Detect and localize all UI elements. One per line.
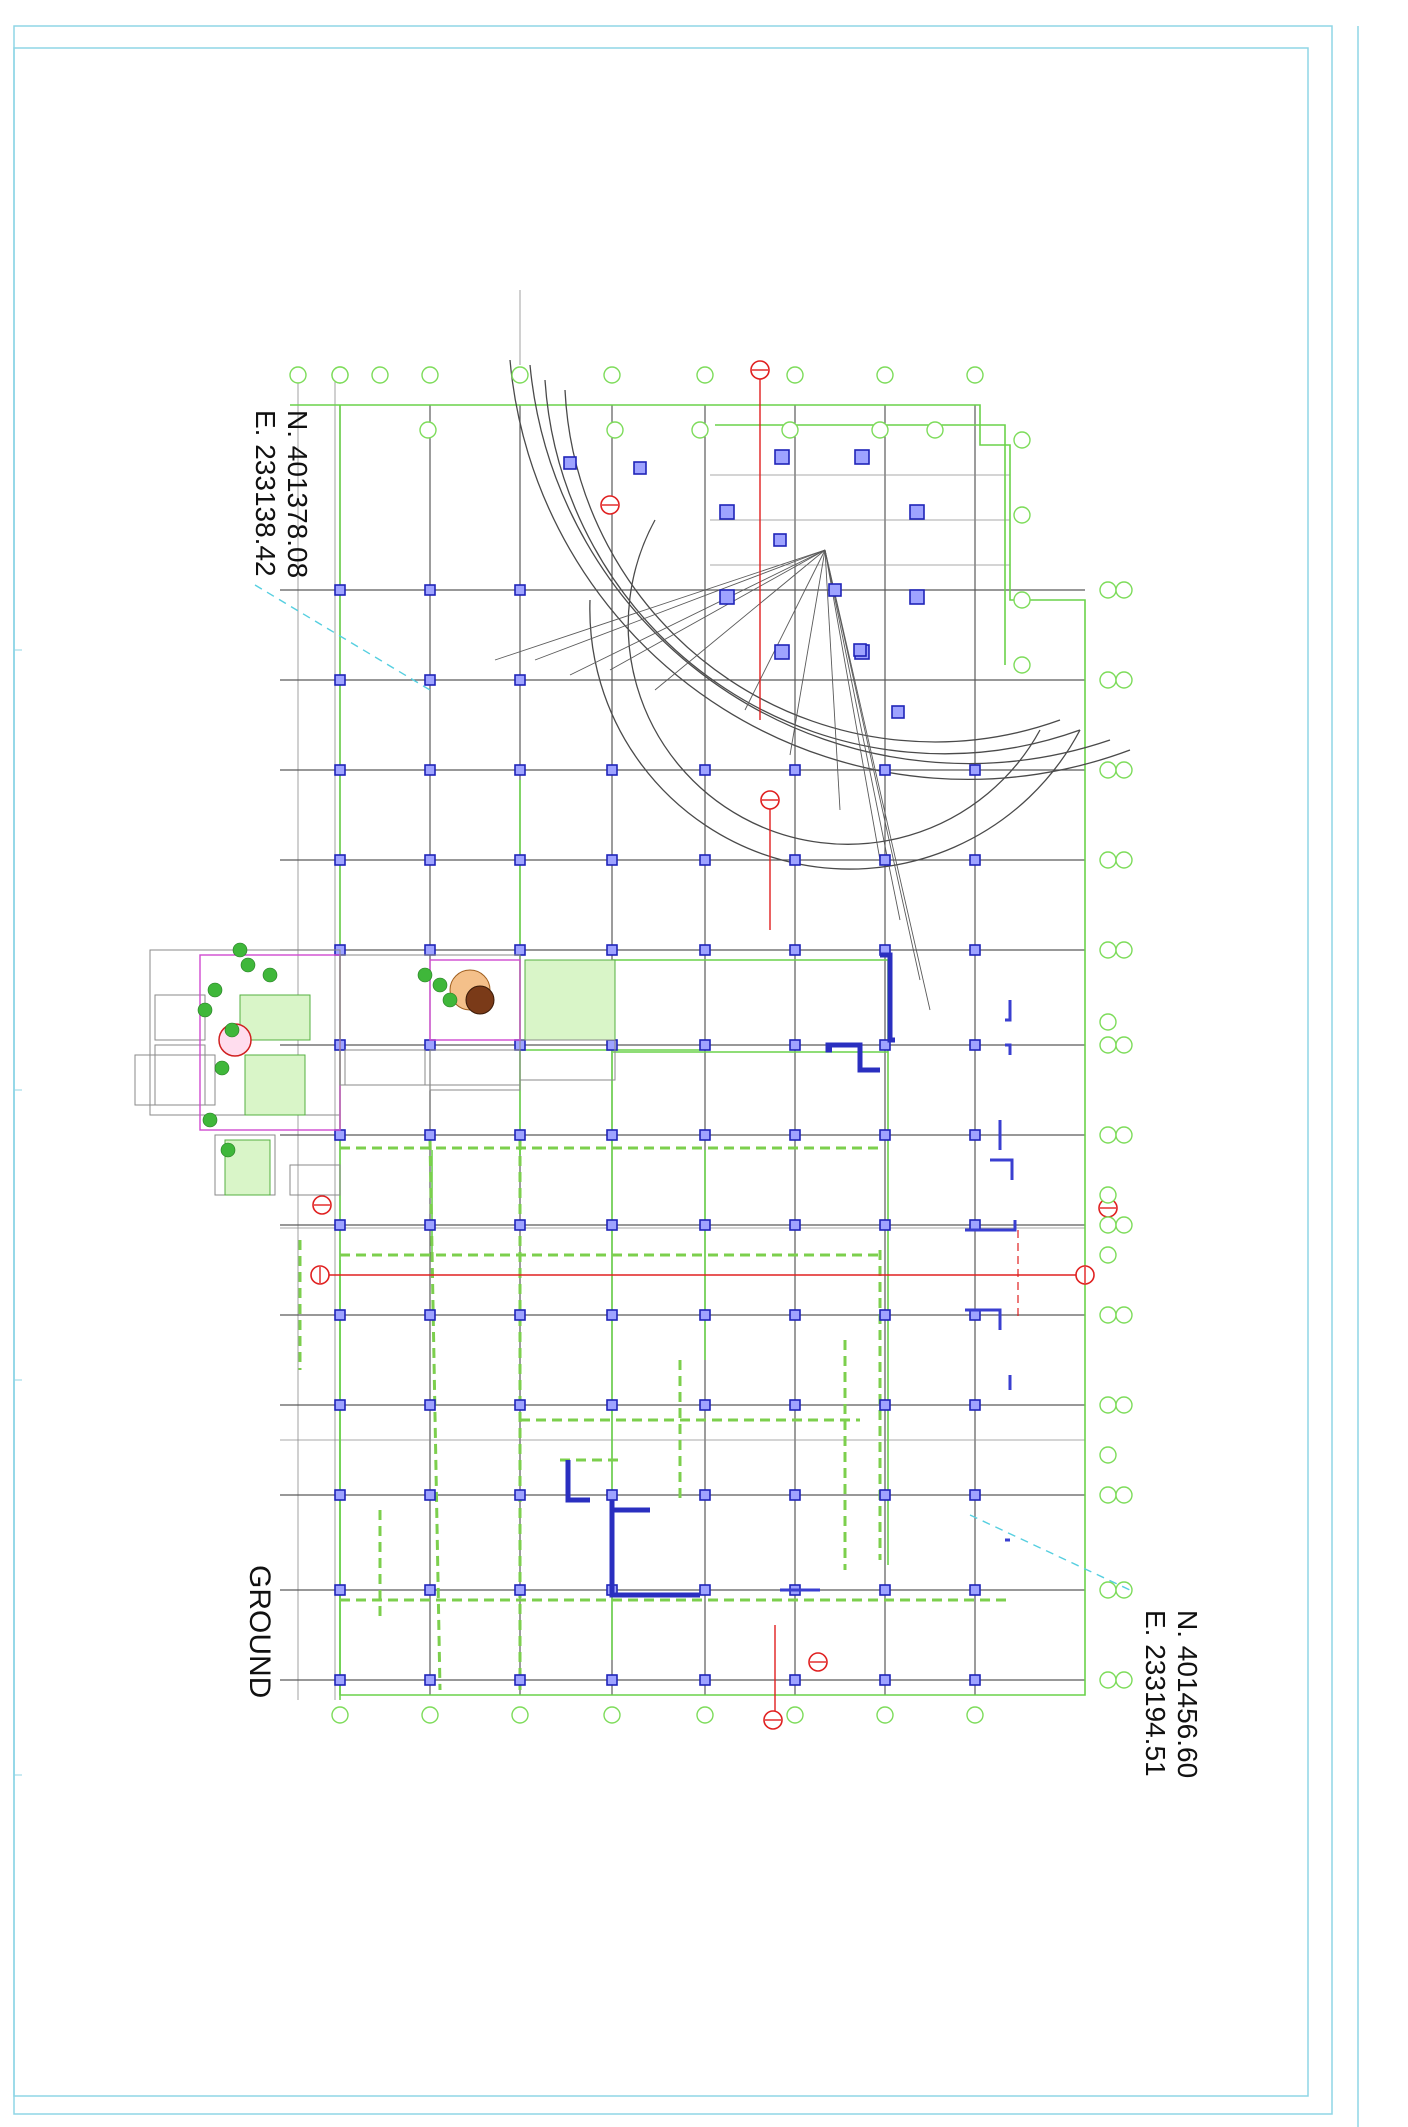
grid-bubble [1100,1672,1116,1688]
column [970,945,980,955]
section-marker[interactable] [1076,1266,1094,1284]
grid-bubble [422,367,438,383]
column [425,1040,435,1050]
grid-bubble [1116,1217,1132,1233]
column [880,1130,890,1140]
grid-bubble [290,367,306,383]
column [880,1310,890,1320]
column [700,1310,710,1320]
column [515,855,525,865]
grid-bubble [1014,592,1030,608]
column [425,585,435,595]
section-marker[interactable] [761,791,779,809]
column [607,1400,617,1410]
column [790,945,800,955]
grid-bubble [1100,1217,1116,1233]
column [880,1675,890,1685]
sheet-frame [14,26,1358,2127]
column [700,1040,710,1050]
setout-ray [745,550,825,710]
grid-bubble [1100,672,1116,688]
grid-bubble [967,1707,983,1723]
grid-bubble [967,367,983,383]
grid-bubble [877,367,893,383]
grid-bubble [1014,657,1030,673]
setout-ray [535,550,825,660]
grid-bubble [1116,1037,1132,1053]
grid-bubble [1116,942,1132,958]
column [425,1585,435,1595]
column [607,1220,617,1230]
column [880,855,890,865]
column [425,1130,435,1140]
radial-setout-lines [495,550,930,1010]
tree [208,983,222,997]
lobby-interior-detail [135,950,615,1195]
grid-bubble [1100,1397,1116,1413]
northing-top: N. 401378.08 [282,410,313,579]
column [607,765,617,775]
column [335,675,345,685]
grid-bubble [1116,762,1132,778]
grid-bubble [1014,432,1030,448]
column [970,765,980,775]
easting-top: E. 233138.42 [250,410,281,577]
column [335,1490,345,1500]
column [774,534,786,546]
grid-bubble [332,367,348,383]
column [790,1400,800,1410]
column [335,585,345,595]
tree [263,968,277,982]
column [854,644,866,656]
column [425,945,435,955]
column [790,855,800,865]
grid-bubble [782,422,798,438]
tree [203,1113,217,1127]
level-title: GROUND [243,1565,276,1699]
tree [215,1061,229,1075]
column [335,1310,345,1320]
grid-bubble [422,1707,438,1723]
column [607,1310,617,1320]
column [700,765,710,775]
section-marker[interactable] [764,1711,782,1729]
column [425,675,435,685]
column [607,855,617,865]
grid-bubble [1100,852,1116,868]
column [515,585,525,595]
column [607,1490,617,1500]
setout-ray [825,550,920,980]
column [880,765,890,775]
tree [225,1023,239,1037]
grid-bubble [1100,1487,1116,1503]
grid-bubble [1100,1127,1116,1143]
column [425,855,435,865]
column [515,945,525,955]
easting-bottom: E. 233194.51 [1140,1610,1171,1777]
column [564,457,576,469]
column [970,855,980,865]
column [335,1585,345,1595]
column [700,1490,710,1500]
grid-bubble [1100,1307,1116,1323]
column [880,1490,890,1500]
tree [241,958,255,972]
tree [443,993,457,1007]
grid-bubble [1100,1582,1116,1598]
northing-bottom: N. 401456.60 [1172,1610,1203,1779]
grid-bubble [1116,1487,1132,1503]
column [515,1220,525,1230]
grid-bubble [1116,1397,1132,1413]
column [892,706,904,718]
grid-bubble [1100,1187,1116,1203]
column [335,1220,345,1230]
column [790,1130,800,1140]
setout-ray [825,550,930,1010]
column [607,945,617,955]
column [425,1490,435,1500]
grid-bubble [1116,1127,1132,1143]
column [335,1675,345,1685]
grid-bubble [332,1707,348,1723]
column [880,1400,890,1410]
grid-bubble [697,1707,713,1723]
column [790,1040,800,1050]
grid-bubble [1116,1307,1132,1323]
grid-bubble [1116,1582,1132,1598]
column [880,1220,890,1230]
column [700,945,710,955]
inner-ring-columns [720,450,924,659]
grid-bubble [1100,1247,1116,1263]
column [700,855,710,865]
grid-bubble [1100,1447,1116,1463]
column [880,1585,890,1595]
grid-columns [335,457,980,1685]
section-marker[interactable] [751,361,769,379]
section-marker[interactable] [601,496,619,514]
column [829,584,841,596]
column [700,1400,710,1410]
grid-bubble [1116,582,1132,598]
grid-bubble [604,367,620,383]
column [335,1400,345,1410]
tree [418,968,432,982]
column [700,1675,710,1685]
column [515,1400,525,1410]
setout-ray [495,550,825,660]
column [790,1310,800,1320]
grid-bubble [1100,762,1116,778]
grid-bubble [1100,582,1116,598]
grid-bubble [512,1707,528,1723]
curved-facade [510,360,1130,869]
column [790,1220,800,1230]
column [515,1490,525,1500]
grid-bubble [372,367,388,383]
column [607,1130,617,1140]
column [790,765,800,775]
setout-ray [610,550,825,670]
column [970,1130,980,1140]
grid-bubble [1100,1014,1116,1030]
tree [233,943,247,957]
grid-bubble [1116,1672,1132,1688]
column [515,765,525,775]
grid-bubble [1100,1037,1116,1053]
grid-bubble [692,422,708,438]
column [515,1675,525,1685]
section-marker[interactable] [313,1196,331,1214]
column [790,1675,800,1685]
coordinate-label-bottom [1140,1610,1203,1778]
column [634,462,646,474]
level-label [243,1565,276,1698]
grid-bubble [1014,507,1030,523]
column [790,1490,800,1500]
grid-bubble [512,367,528,383]
column [515,1130,525,1140]
column [335,765,345,775]
column [700,1585,710,1595]
column [515,675,525,685]
grid-bubble [1116,852,1132,868]
column [335,855,345,865]
column [700,1220,710,1230]
grid-bubble [604,1707,620,1723]
column [425,1220,435,1230]
grid-bubble [1100,942,1116,958]
column [970,1400,980,1410]
tree [198,1003,212,1017]
grid-bubble [420,422,436,438]
column [970,1490,980,1500]
column [425,765,435,775]
grid-bubble [787,1707,803,1723]
section-marker[interactable] [311,1266,329,1284]
grid-bubble [872,422,888,438]
wall-segments [300,1140,1010,1690]
setout-ray [655,550,825,690]
column [970,1040,980,1050]
column [970,1675,980,1685]
column [515,1585,525,1595]
grid-bubble [877,1707,893,1723]
tree [221,1143,235,1157]
section-marker[interactable] [809,1653,827,1671]
column [335,1130,345,1140]
column [515,1310,525,1320]
grid-bubble [697,367,713,383]
column [425,1310,435,1320]
grid-bubble [607,422,623,438]
column [425,1400,435,1410]
column [970,1585,980,1595]
column [425,1675,435,1685]
grid-bubble [787,367,803,383]
grid-bubble [1116,672,1132,688]
tree [433,978,447,992]
column [700,1130,710,1140]
grid-bubble [927,422,943,438]
column [607,1675,617,1685]
coordinate-label-top [250,410,313,578]
building-envelope [290,405,1085,1700]
grid-lines-vertical [298,290,975,1700]
